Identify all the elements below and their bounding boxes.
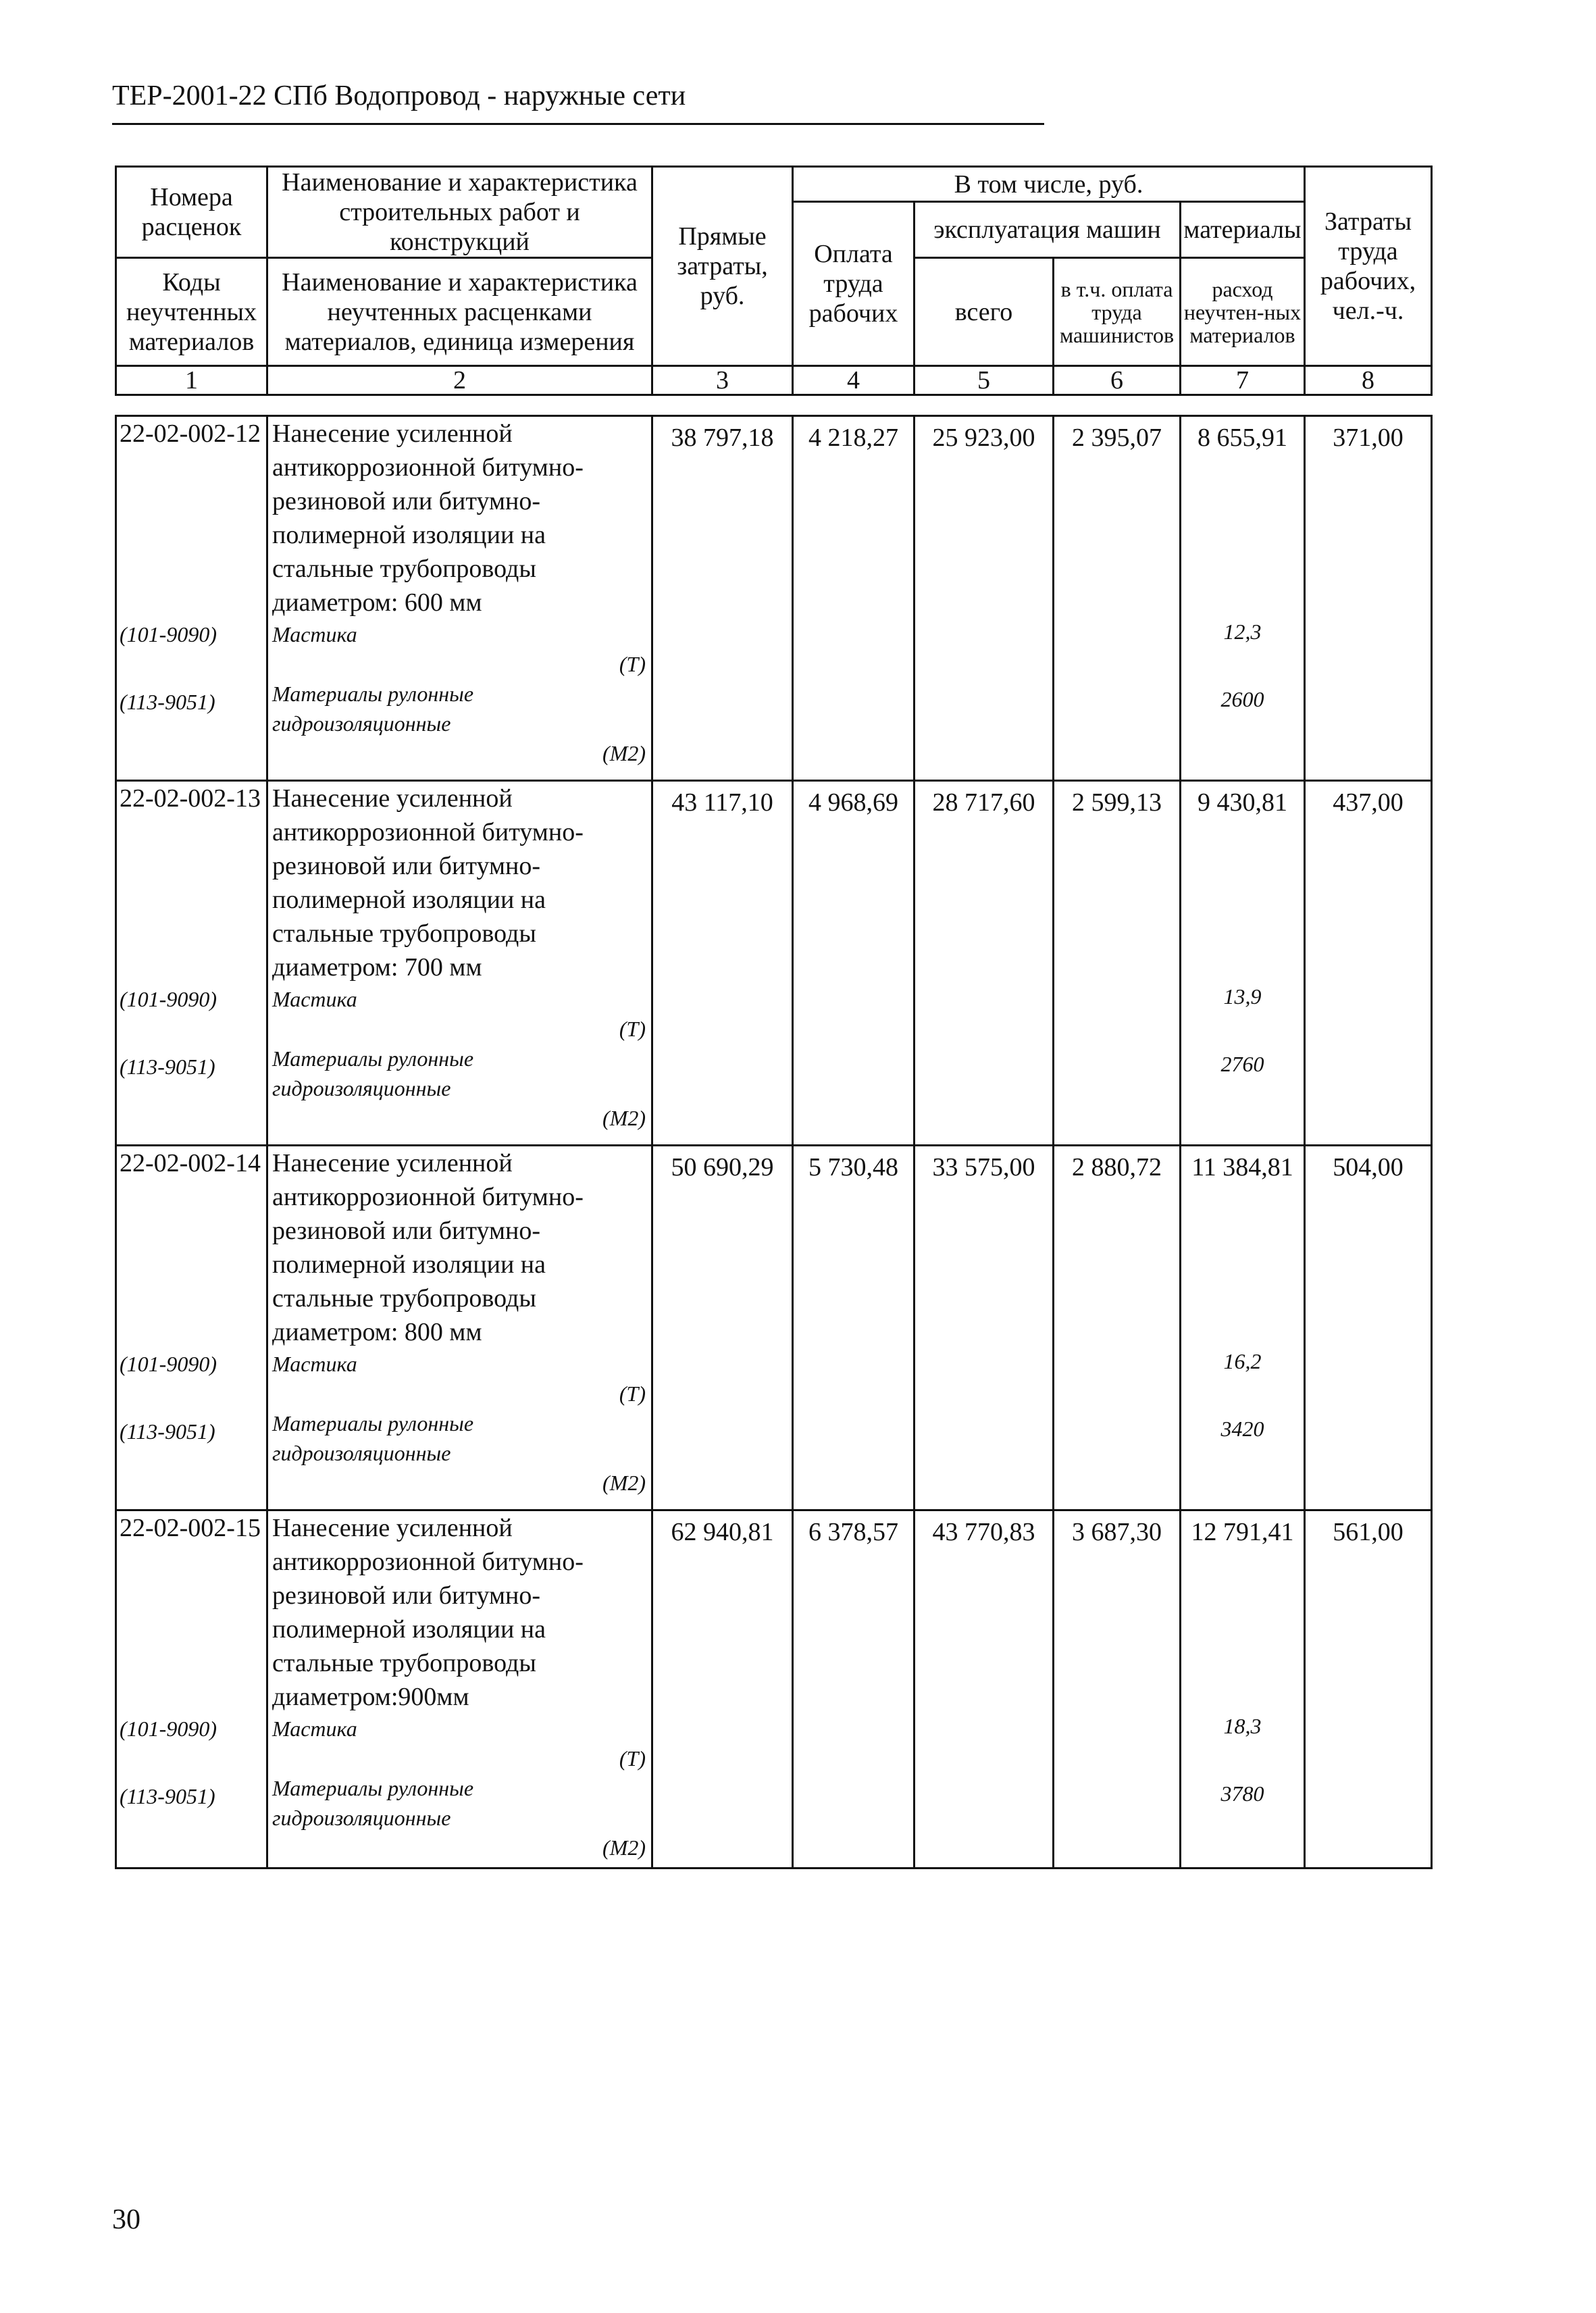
- material-name: Мастика: [272, 1352, 357, 1376]
- materials-cell: [1181, 416, 1305, 781]
- col2-header-bottom: Наименование и характеристика неучтенных расценками материалов, единица измерения: [267, 258, 652, 366]
- rate-code-cell: [116, 416, 267, 781]
- direct-costs: 62 940,81: [652, 1510, 793, 1869]
- rate-code: 22-02-002-14: [120, 1149, 261, 1177]
- column-header-table: [115, 166, 1433, 396]
- material-name: Мастика: [272, 622, 357, 646]
- table-row: [116, 1510, 1432, 1869]
- material-unit: (Т): [619, 1017, 646, 1041]
- material-name: Мастика: [272, 1717, 357, 1741]
- col5-header: всего: [915, 258, 1054, 366]
- material-unit: (М2): [602, 1106, 646, 1130]
- col-number: 2: [267, 366, 652, 395]
- col2-header-top: Наименование и характеристика строительных работ и конструкций: [267, 167, 652, 258]
- material-code: (113-9051): [120, 1419, 215, 1444]
- page-number: 30: [112, 2204, 140, 2235]
- rate-code: 22-02-002-12: [120, 420, 261, 448]
- col4-header: Оплата труда рабочих: [793, 202, 915, 366]
- labor-pay: 6 378,57: [793, 1510, 915, 1869]
- material-name: Материалы рулонные гидроизоляционные: [272, 1776, 474, 1830]
- materials-cost: 9 430,81: [1198, 788, 1287, 817]
- machine-total: 43 770,83: [915, 1510, 1054, 1869]
- material-unit: (М2): [602, 1835, 646, 1860]
- col-number: 6: [1054, 366, 1181, 395]
- description-cell: [267, 781, 652, 1146]
- material-code: (101-9090): [120, 622, 217, 646]
- materials-cell: [1181, 781, 1305, 1146]
- machine-total: 28 717,60: [915, 781, 1054, 1146]
- rate-code-cell: [116, 1510, 267, 1869]
- materials-cell: [1181, 1146, 1305, 1510]
- machine-total: 33 575,00: [915, 1146, 1054, 1510]
- machinist-pay: 3 687,30: [1054, 1510, 1181, 1869]
- material-code: (113-9051): [120, 1054, 215, 1079]
- document-header: ТЕР-2001-22 СПб Водопровод - наружные сети: [112, 80, 686, 111]
- material-name: Мастика: [272, 987, 357, 1011]
- description-cell: [267, 1510, 652, 1869]
- machinist-pay: 2 599,13: [1054, 781, 1181, 1146]
- material-unit: (Т): [619, 1746, 646, 1771]
- rate-code-cell: [116, 781, 267, 1146]
- material-unit: (М2): [602, 741, 646, 765]
- machines-header: эксплуатация машин: [915, 202, 1181, 258]
- machinist-pay: 2 880,72: [1054, 1146, 1181, 1510]
- material-code: (101-9090): [120, 1352, 217, 1376]
- direct-costs: 38 797,18: [652, 416, 793, 781]
- labor-hours: 437,00: [1305, 781, 1432, 1146]
- col1-header-top: Номера расценок: [116, 167, 267, 258]
- material-name: Материалы рулонные гидроизоляционные: [272, 1046, 474, 1100]
- labor-pay: 4 218,27: [793, 416, 915, 781]
- material-unit: (Т): [619, 652, 646, 676]
- labor-pay: 5 730,48: [793, 1146, 915, 1510]
- work-description: Нанесение усиленной антикоррозионной битумно-резиновой или битумно-полимерной изоляции на стальные трубопроводы диаметром: 600 мм: [272, 420, 584, 617]
- material-code: (101-9090): [120, 987, 217, 1011]
- rate-code: 22-02-002-15: [120, 1514, 261, 1542]
- col6-header: в т.ч. оплата труда машинистов: [1054, 258, 1181, 366]
- group-header: В том числе, руб.: [793, 167, 1305, 202]
- material-name: Материалы рулонные гидроизоляционные: [272, 682, 474, 736]
- col3-header: Прямые затраты, руб.: [652, 167, 793, 366]
- materials-cost: 11 384,81: [1191, 1153, 1293, 1181]
- material-qty: 3420: [1220, 1417, 1264, 1441]
- col-number: 4: [793, 366, 915, 395]
- work-description: Нанесение усиленной антикоррозионной битумно-резиновой или битумно-полимерной изоляции на стальные трубопроводы диаметром:900мм: [272, 1514, 584, 1711]
- material-code: (113-9051): [120, 690, 215, 714]
- material-qty: 2600: [1220, 687, 1264, 711]
- direct-costs: 50 690,29: [652, 1146, 793, 1510]
- material-unit: (Т): [619, 1381, 646, 1406]
- material-name: Материалы рулонные гидроизоляционные: [272, 1411, 474, 1465]
- rate-code: 22-02-002-13: [120, 784, 261, 813]
- material-code: (101-9090): [120, 1717, 217, 1741]
- col-number: 8: [1305, 366, 1432, 395]
- machine-total: 25 923,00: [915, 416, 1054, 781]
- material-qty: 13,9: [1223, 984, 1262, 1009]
- col-number: 3: [652, 366, 793, 395]
- labor-pay: 4 968,69: [793, 781, 915, 1146]
- table-row: [116, 1146, 1432, 1510]
- materials-header: материалы: [1181, 202, 1305, 258]
- labor-hours: 371,00: [1305, 416, 1432, 781]
- header-rule: [112, 123, 1044, 125]
- col8-header: Затраты труда рабочих, чел.-ч.: [1305, 167, 1432, 366]
- col1-header-bottom: Коды неучтенных материалов: [116, 258, 267, 366]
- work-description: Нанесение усиленной антикоррозионной битумно-резиновой или битумно-полимерной изоляции на стальные трубопроводы диаметром: 800 мм: [272, 1149, 584, 1346]
- table-row: [116, 781, 1432, 1146]
- material-qty: 18,3: [1223, 1714, 1262, 1738]
- materials-cost: 8 655,91: [1198, 424, 1287, 452]
- col7-header: расход неучтен-ных материалов: [1181, 258, 1305, 366]
- direct-costs: 43 117,10: [652, 781, 793, 1146]
- table-row: [116, 416, 1432, 781]
- work-description: Нанесение усиленной антикоррозионной битумно-резиновой или битумно-полимерной изоляции на стальные трубопроводы диаметром: 700 мм: [272, 784, 584, 982]
- col-number: 1: [116, 366, 267, 395]
- material-unit: (М2): [602, 1471, 646, 1495]
- description-cell: [267, 416, 652, 781]
- rate-code-cell: [116, 1146, 267, 1510]
- materials-cell: [1181, 1510, 1305, 1869]
- materials-cost: 12 791,41: [1191, 1518, 1294, 1546]
- material-qty: 2760: [1220, 1052, 1264, 1076]
- material-qty: 16,2: [1223, 1349, 1262, 1373]
- labor-hours: 561,00: [1305, 1510, 1432, 1869]
- material-code: (113-9051): [120, 1784, 215, 1808]
- labor-hours: 504,00: [1305, 1146, 1432, 1510]
- description-cell: [267, 1146, 652, 1510]
- col-number: 7: [1181, 366, 1305, 395]
- rates-table: [115, 415, 1433, 1869]
- machinist-pay: 2 395,07: [1054, 416, 1181, 781]
- material-qty: 12,3: [1223, 619, 1262, 644]
- material-qty: 3780: [1220, 1781, 1264, 1806]
- col-number: 5: [915, 366, 1054, 395]
